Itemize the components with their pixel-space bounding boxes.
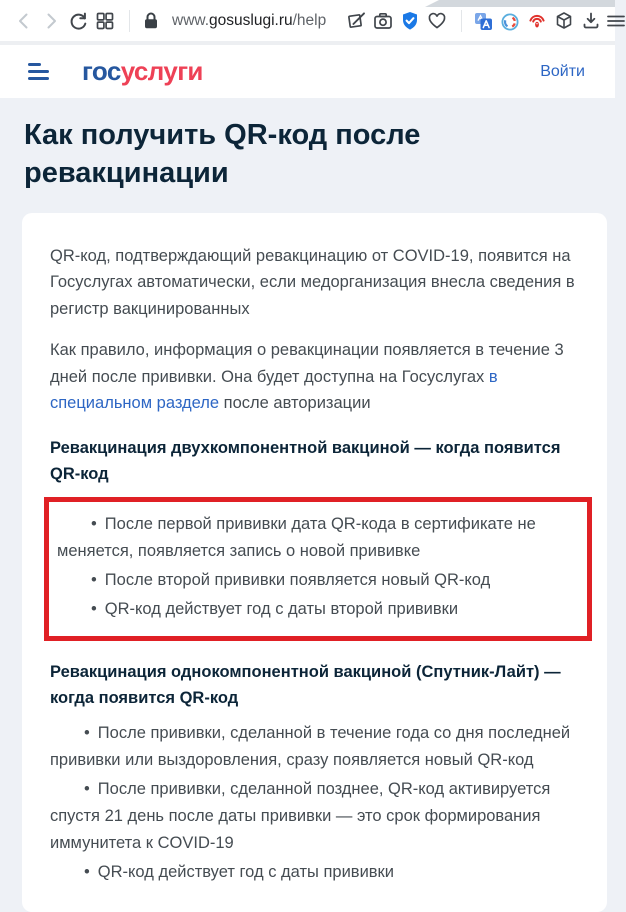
camera-icon[interactable] <box>371 9 395 33</box>
site-header <box>0 45 615 98</box>
gosuslugi-logo[interactable] <box>82 56 203 87</box>
hamburger-menu-icon[interactable] <box>28 63 49 79</box>
menu-icon[interactable] <box>606 9 616 33</box>
list-item: • QR-код действует год с даты прививки <box>50 859 579 886</box>
section1-heading: Ревакцинация двухкомпонентной вакциной — когда появится QR-код <box>50 438 561 483</box>
url-prefix: www. <box>172 11 210 29</box>
url-host: gosuslugi.ru <box>209 11 293 29</box>
list-item: • После второй прививки появляется новый QR-код <box>57 567 581 594</box>
forward-icon[interactable] <box>39 9 63 33</box>
lock-icon[interactable] <box>139 9 163 33</box>
intro-paragraph-2 <box>50 337 579 417</box>
page-body <box>0 98 615 912</box>
refresh-icon[interactable] <box>66 9 90 33</box>
page-title: Как получить QR-код после ревакцинации <box>24 119 421 190</box>
intro2-text-after: после авторизации <box>219 394 371 413</box>
intro-paragraph-1: QR-код, подтверждающий ревакцинацию от COVID-19, появится на Госуслугах автоматически, если медорганизация внесла сведения в регистр вакцинированных <box>50 246 575 318</box>
list-item: • QR-код действует год с даты второй прививки <box>57 596 581 623</box>
tab-grid-icon[interactable] <box>93 9 117 33</box>
status-ring-icon[interactable] <box>498 9 522 33</box>
logo-text-blue: гос <box>82 56 121 86</box>
browser-tab-strip[interactable] <box>425 0 615 7</box>
translate-icon[interactable] <box>471 9 495 33</box>
extensions-cube-icon[interactable] <box>552 9 576 33</box>
list-item: • После прививки, сделанной позднее, QR-код активируется спустя 21 день после даты прививки — это срок формирования иммунитета к COVID-19 <box>50 776 579 857</box>
list-item: • После прививки, сделанной в течение года со дня последней прививки или выздоровления, сразу появляется новый QR-код <box>50 720 579 774</box>
downloads-icon[interactable] <box>579 9 603 33</box>
bookmark-edit-icon[interactable] <box>344 9 368 33</box>
list-item: • После первой прививки дата QR-кода в сертификате не меняется, появляется запись о новой прививке <box>57 511 581 565</box>
browser-toolbar <box>0 0 615 45</box>
content-card <box>22 213 607 912</box>
logo-text-red: услуги <box>120 56 203 86</box>
protect-shield-icon[interactable] <box>398 9 422 33</box>
red-highlight-box <box>44 497 592 641</box>
back-icon[interactable] <box>12 9 36 33</box>
toolbar-divider <box>461 10 462 32</box>
section2-heading: Ревакцинация однокомпонентной вакциной (Спутник-Лайт) — когда появится QR-код <box>50 662 561 707</box>
special-section-link[interactable]: в специальном разделе <box>50 367 498 413</box>
radio-signal-icon[interactable] <box>525 9 549 33</box>
address-bar[interactable] <box>172 12 344 30</box>
favorites-heart-icon[interactable] <box>425 9 449 33</box>
intro2-text-before: Как правило, информация о ревакцинации появляется в течение 3 дней после прививки. Она будет доступна на Госуслугах <box>50 341 564 386</box>
login-button[interactable]: Войти <box>540 62 585 80</box>
section2-list <box>50 720 579 886</box>
url-path: /help <box>292 11 327 29</box>
toolbar-divider <box>129 10 130 32</box>
